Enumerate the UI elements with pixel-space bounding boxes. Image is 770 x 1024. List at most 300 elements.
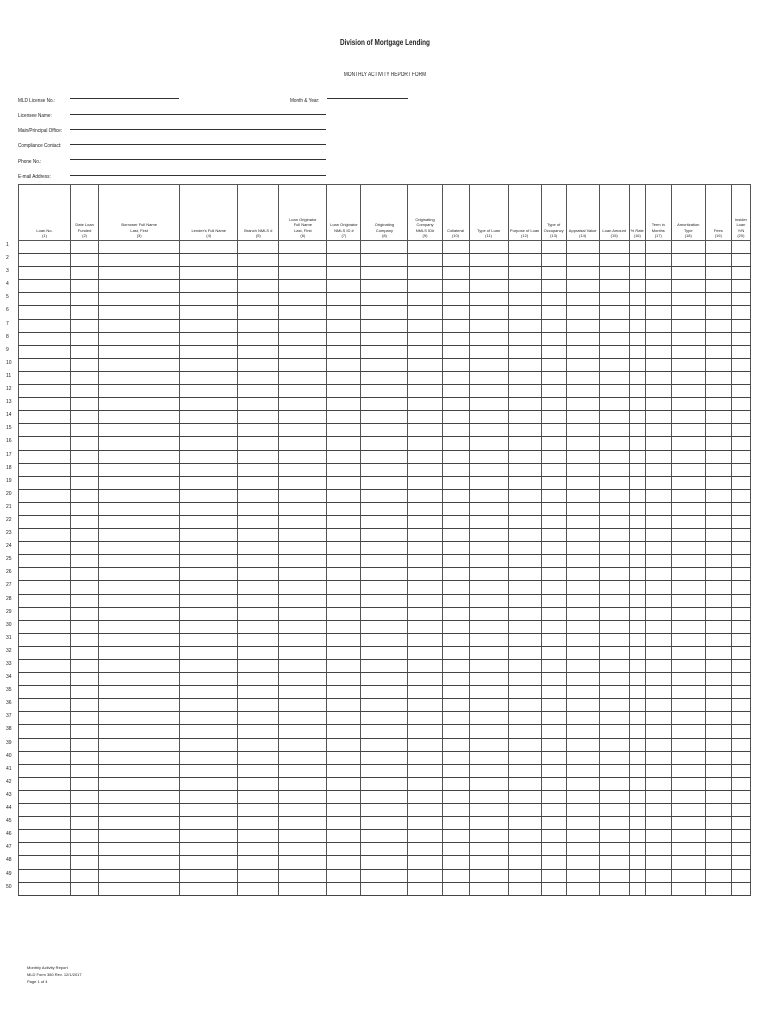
table-cell[interactable]: [99, 817, 180, 830]
table-cell[interactable]: [71, 777, 99, 790]
table-cell[interactable]: [541, 607, 566, 620]
table-cell[interactable]: [705, 660, 731, 673]
table-cell[interactable]: [645, 437, 671, 450]
table-cell[interactable]: [238, 280, 279, 293]
table-cell[interactable]: [599, 502, 629, 515]
table-cell[interactable]: [599, 725, 629, 738]
table-cell[interactable]: [469, 790, 508, 803]
table-cell[interactable]: [279, 293, 327, 306]
table-cell[interactable]: [469, 869, 508, 882]
table-cell[interactable]: [327, 882, 361, 895]
table-cell[interactable]: [327, 489, 361, 502]
table-cell[interactable]: [599, 319, 629, 332]
table-cell[interactable]: [508, 254, 541, 267]
table-cell[interactable]: [99, 476, 180, 489]
table-cell[interactable]: [442, 502, 469, 515]
table-cell[interactable]: [442, 830, 469, 843]
table-cell[interactable]: [19, 358, 71, 371]
table-cell[interactable]: [19, 843, 71, 856]
table-cell[interactable]: [408, 542, 442, 555]
table-cell[interactable]: [671, 254, 705, 267]
table-cell[interactable]: [671, 424, 705, 437]
table-cell[interactable]: [731, 777, 750, 790]
table-cell[interactable]: [327, 515, 361, 528]
table-cell[interactable]: [508, 869, 541, 882]
table-cell[interactable]: [629, 633, 645, 646]
table-cell[interactable]: [327, 476, 361, 489]
table-cell[interactable]: [180, 385, 238, 398]
table-cell[interactable]: [629, 555, 645, 568]
table-cell[interactable]: [508, 358, 541, 371]
table-cell[interactable]: [671, 398, 705, 411]
table-cell[interactable]: [599, 450, 629, 463]
table-cell[interactable]: [705, 738, 731, 751]
table-cell[interactable]: [599, 345, 629, 358]
table-cell[interactable]: [408, 790, 442, 803]
table-cell[interactable]: [671, 411, 705, 424]
table-cell[interactable]: [238, 751, 279, 764]
table-cell[interactable]: [361, 515, 408, 528]
table-cell[interactable]: [508, 555, 541, 568]
table-cell[interactable]: [279, 738, 327, 751]
table-cell[interactable]: [629, 293, 645, 306]
table-cell[interactable]: [629, 437, 645, 450]
table-cell[interactable]: [279, 424, 327, 437]
table-cell[interactable]: [19, 411, 71, 424]
table-cell[interactable]: [99, 463, 180, 476]
table-cell[interactable]: [180, 699, 238, 712]
table-cell[interactable]: [469, 424, 508, 437]
table-cell[interactable]: [180, 463, 238, 476]
table-cell[interactable]: [705, 280, 731, 293]
table-cell[interactable]: [71, 646, 99, 659]
table-cell[interactable]: [629, 699, 645, 712]
licensee-name-field[interactable]: [70, 114, 326, 115]
table-cell[interactable]: [408, 607, 442, 620]
table-cell[interactable]: [469, 371, 508, 384]
table-cell[interactable]: [645, 332, 671, 345]
table-cell[interactable]: [508, 790, 541, 803]
table-cell[interactable]: [599, 856, 629, 869]
table-cell[interactable]: [469, 241, 508, 254]
table-cell[interactable]: [731, 581, 750, 594]
table-cell[interactable]: [327, 830, 361, 843]
table-cell[interactable]: [566, 607, 599, 620]
table-cell[interactable]: [19, 725, 71, 738]
table-cell[interactable]: [442, 463, 469, 476]
table-cell[interactable]: [469, 450, 508, 463]
table-cell[interactable]: [705, 764, 731, 777]
table-cell[interactable]: [566, 332, 599, 345]
table-cell[interactable]: [99, 319, 180, 332]
table-cell[interactable]: [99, 385, 180, 398]
table-cell[interactable]: [629, 673, 645, 686]
table-cell[interactable]: [442, 529, 469, 542]
table-cell[interactable]: [469, 817, 508, 830]
table-cell[interactable]: [408, 398, 442, 411]
table-cell[interactable]: [180, 607, 238, 620]
table-cell[interactable]: [71, 830, 99, 843]
table-cell[interactable]: [442, 345, 469, 358]
table-cell[interactable]: [238, 345, 279, 358]
table-cell[interactable]: [566, 555, 599, 568]
table-cell[interactable]: [71, 542, 99, 555]
table-cell[interactable]: [541, 358, 566, 371]
table-cell[interactable]: [361, 241, 408, 254]
table-cell[interactable]: [671, 280, 705, 293]
table-cell[interactable]: [99, 646, 180, 659]
table-cell[interactable]: [361, 529, 408, 542]
table-cell[interactable]: [705, 830, 731, 843]
table-cell[interactable]: [629, 515, 645, 528]
table-cell[interactable]: [238, 843, 279, 856]
table-cell[interactable]: [361, 764, 408, 777]
table-cell[interactable]: [99, 660, 180, 673]
table-cell[interactable]: [705, 398, 731, 411]
table-cell[interactable]: [469, 581, 508, 594]
table-cell[interactable]: [408, 306, 442, 319]
table-cell[interactable]: [599, 764, 629, 777]
table-cell[interactable]: [99, 869, 180, 882]
table-cell[interactable]: [599, 280, 629, 293]
table-cell[interactable]: [361, 751, 408, 764]
table-cell[interactable]: [238, 607, 279, 620]
table-cell[interactable]: [327, 385, 361, 398]
table-cell[interactable]: [327, 633, 361, 646]
table-cell[interactable]: [629, 345, 645, 358]
table-cell[interactable]: [705, 555, 731, 568]
table-cell[interactable]: [541, 385, 566, 398]
table-cell[interactable]: [71, 515, 99, 528]
table-cell[interactable]: [645, 319, 671, 332]
table-cell[interactable]: [645, 555, 671, 568]
table-cell[interactable]: [361, 725, 408, 738]
table-cell[interactable]: [508, 385, 541, 398]
table-cell[interactable]: [408, 751, 442, 764]
table-cell[interactable]: [731, 476, 750, 489]
table-cell[interactable]: [442, 332, 469, 345]
table-cell[interactable]: [508, 660, 541, 673]
table-cell[interactable]: [238, 515, 279, 528]
table-cell[interactable]: [71, 476, 99, 489]
table-cell[interactable]: [180, 777, 238, 790]
table-cell[interactable]: [566, 529, 599, 542]
table-cell[interactable]: [99, 764, 180, 777]
table-cell[interactable]: [238, 568, 279, 581]
table-cell[interactable]: [645, 385, 671, 398]
table-cell[interactable]: [671, 489, 705, 502]
table-cell[interactable]: [705, 463, 731, 476]
table-cell[interactable]: [541, 882, 566, 895]
table-cell[interactable]: [731, 843, 750, 856]
table-cell[interactable]: [442, 515, 469, 528]
table-cell[interactable]: [99, 607, 180, 620]
table-cell[interactable]: [408, 620, 442, 633]
table-cell[interactable]: [541, 581, 566, 594]
table-cell[interactable]: [180, 568, 238, 581]
table-cell[interactable]: [361, 424, 408, 437]
table-cell[interactable]: [19, 633, 71, 646]
table-cell[interactable]: [508, 673, 541, 686]
table-cell[interactable]: [541, 319, 566, 332]
table-cell[interactable]: [566, 660, 599, 673]
table-cell[interactable]: [19, 385, 71, 398]
table-cell[interactable]: [99, 699, 180, 712]
table-cell[interactable]: [19, 777, 71, 790]
table-cell[interactable]: [238, 385, 279, 398]
table-cell[interactable]: [671, 568, 705, 581]
table-cell[interactable]: [566, 817, 599, 830]
table-cell[interactable]: [279, 725, 327, 738]
table-cell[interactable]: [19, 607, 71, 620]
table-cell[interactable]: [629, 764, 645, 777]
table-cell[interactable]: [645, 581, 671, 594]
table-cell[interactable]: [442, 673, 469, 686]
table-cell[interactable]: [671, 673, 705, 686]
table-cell[interactable]: [566, 673, 599, 686]
table-cell[interactable]: [731, 542, 750, 555]
table-cell[interactable]: [19, 712, 71, 725]
table-cell[interactable]: [566, 411, 599, 424]
table-cell[interactable]: [705, 267, 731, 280]
table-cell[interactable]: [671, 515, 705, 528]
table-cell[interactable]: [705, 673, 731, 686]
table-cell[interactable]: [71, 332, 99, 345]
table-cell[interactable]: [705, 437, 731, 450]
table-cell[interactable]: [469, 489, 508, 502]
table-cell[interactable]: [408, 385, 442, 398]
table-cell[interactable]: [71, 424, 99, 437]
table-cell[interactable]: [238, 712, 279, 725]
table-cell[interactable]: [71, 594, 99, 607]
table-cell[interactable]: [566, 568, 599, 581]
table-cell[interactable]: [19, 542, 71, 555]
table-cell[interactable]: [361, 686, 408, 699]
table-cell[interactable]: [566, 712, 599, 725]
table-cell[interactable]: [71, 411, 99, 424]
table-cell[interactable]: [731, 358, 750, 371]
table-cell[interactable]: [629, 660, 645, 673]
email-field[interactable]: [70, 175, 326, 176]
table-cell[interactable]: [99, 371, 180, 384]
table-cell[interactable]: [99, 267, 180, 280]
table-cell[interactable]: [705, 371, 731, 384]
table-cell[interactable]: [408, 699, 442, 712]
table-cell[interactable]: [508, 332, 541, 345]
table-cell[interactable]: [279, 686, 327, 699]
phone-field[interactable]: [70, 159, 326, 160]
table-cell[interactable]: [469, 594, 508, 607]
table-cell[interactable]: [629, 489, 645, 502]
table-cell[interactable]: [71, 568, 99, 581]
table-cell[interactable]: [566, 371, 599, 384]
table-cell[interactable]: [599, 712, 629, 725]
table-cell[interactable]: [442, 411, 469, 424]
table-cell[interactable]: [361, 267, 408, 280]
table-cell[interactable]: [279, 594, 327, 607]
table-cell[interactable]: [671, 804, 705, 817]
table-cell[interactable]: [361, 738, 408, 751]
table-cell[interactable]: [629, 398, 645, 411]
table-cell[interactable]: [629, 581, 645, 594]
table-cell[interactable]: [705, 843, 731, 856]
table-cell[interactable]: [19, 450, 71, 463]
table-cell[interactable]: [705, 882, 731, 895]
table-cell[interactable]: [645, 725, 671, 738]
table-cell[interactable]: [731, 306, 750, 319]
table-cell[interactable]: [408, 489, 442, 502]
table-cell[interactable]: [361, 699, 408, 712]
table-cell[interactable]: [442, 869, 469, 882]
table-cell[interactable]: [99, 594, 180, 607]
table-cell[interactable]: [599, 620, 629, 633]
table-cell[interactable]: [599, 594, 629, 607]
table-cell[interactable]: [645, 673, 671, 686]
table-cell[interactable]: [566, 280, 599, 293]
table-cell[interactable]: [71, 241, 99, 254]
table-cell[interactable]: [705, 646, 731, 659]
table-cell[interactable]: [705, 607, 731, 620]
table-cell[interactable]: [180, 489, 238, 502]
table-cell[interactable]: [279, 764, 327, 777]
table-cell[interactable]: [566, 830, 599, 843]
table-cell[interactable]: [508, 398, 541, 411]
table-cell[interactable]: [645, 529, 671, 542]
table-cell[interactable]: [508, 804, 541, 817]
table-cell[interactable]: [541, 686, 566, 699]
table-cell[interactable]: [279, 280, 327, 293]
table-cell[interactable]: [442, 267, 469, 280]
table-cell[interactable]: [599, 515, 629, 528]
table-cell[interactable]: [566, 882, 599, 895]
table-cell[interactable]: [566, 345, 599, 358]
table-cell[interactable]: [629, 856, 645, 869]
table-cell[interactable]: [71, 502, 99, 515]
table-cell[interactable]: [279, 581, 327, 594]
table-cell[interactable]: [327, 673, 361, 686]
table-cell[interactable]: [71, 817, 99, 830]
table-cell[interactable]: [671, 345, 705, 358]
table-cell[interactable]: [671, 463, 705, 476]
table-cell[interactable]: [99, 633, 180, 646]
table-cell[interactable]: [508, 633, 541, 646]
table-cell[interactable]: [566, 502, 599, 515]
table-cell[interactable]: [180, 241, 238, 254]
table-cell[interactable]: [99, 581, 180, 594]
table-cell[interactable]: [541, 542, 566, 555]
table-cell[interactable]: [671, 385, 705, 398]
table-cell[interactable]: [327, 620, 361, 633]
table-cell[interactable]: [629, 869, 645, 882]
table-cell[interactable]: [599, 581, 629, 594]
table-cell[interactable]: [731, 385, 750, 398]
table-cell[interactable]: [19, 699, 71, 712]
table-cell[interactable]: [629, 620, 645, 633]
table-cell[interactable]: [180, 843, 238, 856]
table-cell[interactable]: [705, 385, 731, 398]
table-cell[interactable]: [731, 411, 750, 424]
table-cell[interactable]: [408, 241, 442, 254]
table-cell[interactable]: [279, 869, 327, 882]
table-cell[interactable]: [19, 254, 71, 267]
table-cell[interactable]: [541, 725, 566, 738]
table-cell[interactable]: [469, 699, 508, 712]
table-cell[interactable]: [327, 686, 361, 699]
table-cell[interactable]: [645, 424, 671, 437]
table-cell[interactable]: [408, 411, 442, 424]
table-cell[interactable]: [279, 620, 327, 633]
table-cell[interactable]: [705, 319, 731, 332]
table-cell[interactable]: [469, 673, 508, 686]
table-cell[interactable]: [731, 594, 750, 607]
table-cell[interactable]: [566, 476, 599, 489]
table-cell[interactable]: [19, 345, 71, 358]
table-cell[interactable]: [645, 502, 671, 515]
table-cell[interactable]: [408, 869, 442, 882]
table-cell[interactable]: [361, 581, 408, 594]
table-cell[interactable]: [279, 515, 327, 528]
table-cell[interactable]: [327, 594, 361, 607]
table-cell[interactable]: [442, 581, 469, 594]
table-cell[interactable]: [508, 699, 541, 712]
table-cell[interactable]: [327, 804, 361, 817]
table-cell[interactable]: [180, 502, 238, 515]
table-cell[interactable]: [469, 254, 508, 267]
table-cell[interactable]: [541, 332, 566, 345]
table-cell[interactable]: [442, 319, 469, 332]
table-cell[interactable]: [279, 463, 327, 476]
table-cell[interactable]: [645, 869, 671, 882]
table-cell[interactable]: [99, 856, 180, 869]
table-cell[interactable]: [508, 502, 541, 515]
table-cell[interactable]: [408, 660, 442, 673]
table-cell[interactable]: [279, 817, 327, 830]
table-cell[interactable]: [71, 804, 99, 817]
table-cell[interactable]: [705, 424, 731, 437]
table-cell[interactable]: [180, 660, 238, 673]
table-cell[interactable]: [671, 725, 705, 738]
table-cell[interactable]: [508, 424, 541, 437]
table-cell[interactable]: [71, 529, 99, 542]
table-cell[interactable]: [731, 790, 750, 803]
table-cell[interactable]: [508, 830, 541, 843]
table-cell[interactable]: [599, 241, 629, 254]
table-cell[interactable]: [180, 817, 238, 830]
table-cell[interactable]: [99, 241, 180, 254]
table-cell[interactable]: [71, 293, 99, 306]
table-cell[interactable]: [442, 437, 469, 450]
table-cell[interactable]: [327, 646, 361, 659]
table-cell[interactable]: [629, 371, 645, 384]
table-cell[interactable]: [180, 476, 238, 489]
table-cell[interactable]: [19, 804, 71, 817]
table-cell[interactable]: [671, 843, 705, 856]
table-cell[interactable]: [408, 345, 442, 358]
table-cell[interactable]: [71, 280, 99, 293]
table-cell[interactable]: [180, 673, 238, 686]
table-cell[interactable]: [599, 476, 629, 489]
table-cell[interactable]: [671, 712, 705, 725]
table-cell[interactable]: [99, 398, 180, 411]
table-cell[interactable]: [671, 450, 705, 463]
table-cell[interactable]: [599, 385, 629, 398]
table-cell[interactable]: [99, 502, 180, 515]
table-cell[interactable]: [705, 856, 731, 869]
table-cell[interactable]: [629, 529, 645, 542]
table-cell[interactable]: [19, 856, 71, 869]
table-cell[interactable]: [71, 725, 99, 738]
table-cell[interactable]: [327, 817, 361, 830]
